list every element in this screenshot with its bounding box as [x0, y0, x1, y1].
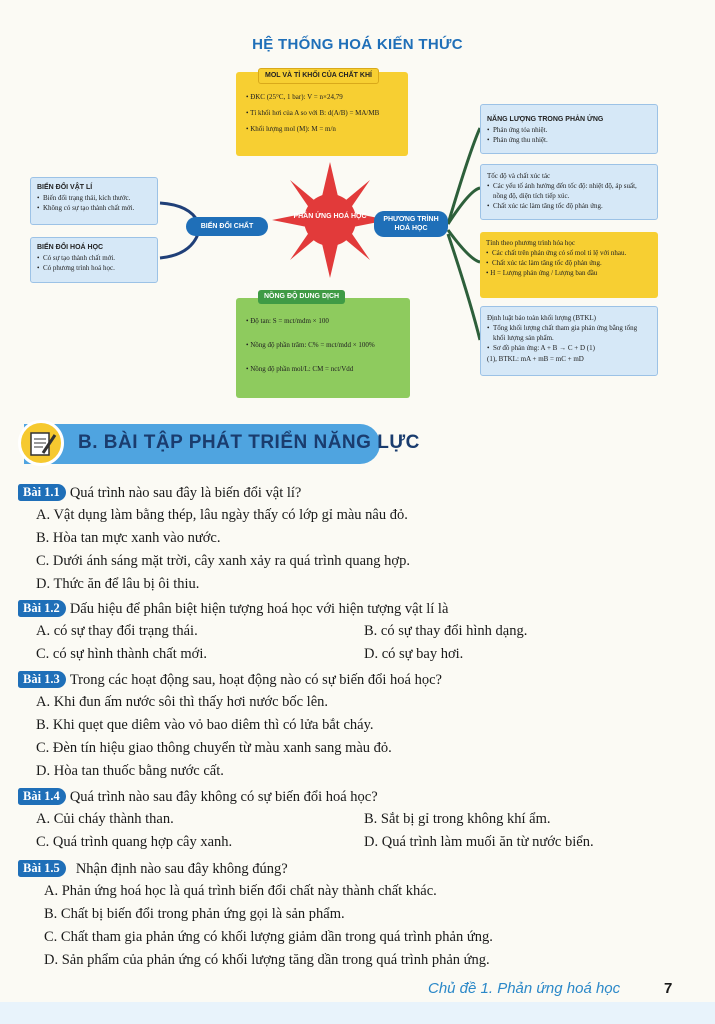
- question-badge: Bài 1.2: [18, 600, 66, 617]
- option: B. Khi quẹt que diêm vào vỏ bao diêm thì có lửa bắt cháy.: [36, 717, 374, 733]
- question-text: Dấu hiệu để phân biệt hiện tượng hoá học với hiện tượng vật lí là: [69, 601, 449, 617]
- option: B. Sắt bị gỉ trong không khí ẩm.: [364, 811, 551, 827]
- option: A. có sự thay đổi trạng thái.: [36, 623, 198, 639]
- question-text: Trong các hoạt động sau, hoạt động nào có sự biến đổi hoá học?: [69, 672, 442, 688]
- question-1-1: [18, 482, 301, 504]
- btkl-item: • Sơ đồ phản ứng: A + B → C + D (1): [487, 343, 651, 353]
- option: B. Chất bị biến đổi trong phản ứng gọi là sản phẩm.: [44, 906, 345, 922]
- left-node: BIẾN ĐỔI CHẤT: [186, 217, 268, 236]
- tinhtheo-box: [480, 232, 658, 298]
- center-label: PHẢN ỨNG HOÁ HỌC: [293, 213, 367, 220]
- nongdo-title: NỒNG ĐỘ DUNG DỊCH: [258, 290, 345, 304]
- question-badge: Bài 1.3: [18, 671, 66, 688]
- section-title: B. BÀI TẬP PHÁT TRIỂN NĂNG LỰC: [78, 432, 420, 453]
- nongdo-line-1: • Độ tan: S = mct/mdm × 100: [246, 317, 329, 325]
- hoahoc-item: • Có sự tạo thành chất mới.: [37, 253, 151, 263]
- question-text: Quá trình nào sau đây là biến đổi vật lí?: [69, 485, 302, 501]
- hoahoc-box: [30, 237, 158, 283]
- vatli-title: BIẾN ĐỔI VẬT LÍ: [37, 184, 93, 191]
- btkl-box: [480, 306, 658, 376]
- question-1-3: [18, 669, 442, 691]
- option: A. Củi cháy thành than.: [36, 811, 174, 827]
- tinhtheo-item: • Các chất trên phản ứng có số mol tỉ lệ với nhau.: [486, 248, 652, 258]
- mol-line-2: • Tỉ khối hơi của A so với B: d(A/B) = MA/MB: [246, 109, 380, 118]
- nangluong-item: • Phản ứng tỏa nhiệt.: [487, 125, 651, 135]
- option: C. Đèn tín hiệu giao thông chuyển từ màu xanh sang màu đỏ.: [36, 740, 392, 756]
- btkl-title: Định luật bảo toàn khối lượng (BTKL): [487, 314, 596, 322]
- nangluong-box: [480, 104, 658, 154]
- nongdo-box: [236, 293, 410, 398]
- mol-line-3: • Khối lượng mol (M): M = m/n: [246, 125, 336, 134]
- question-badge: Bài 1.4: [18, 788, 66, 805]
- option: C. có sự hình thành chất mới.: [36, 646, 207, 662]
- tinhtheo-title: Tính theo phương trình hóa học: [486, 239, 575, 247]
- question-1-4: [18, 786, 378, 808]
- footer-chapter: Chủ đề 1. Phản ứng hoá học: [428, 980, 621, 997]
- vatli-item: • Không có sự tạo thành chất mới.: [37, 203, 151, 213]
- tocdo-item: • Các yếu tố ảnh hưởng đến tốc độ: nhiệt độ, áp suất, nồng độ, diện tích tiếp xúc.: [487, 181, 651, 201]
- option: A. Vật dụng làm bằng thép, lâu ngày thấy có lớp gỉ màu nâu đỏ.: [36, 507, 408, 523]
- question-1-2: [18, 598, 448, 620]
- page-title: HỆ THỐNG HOÁ KIẾN THỨC: [252, 36, 463, 53]
- vatli-item: • Biến đổi trạng thái, kích thước.: [37, 193, 151, 203]
- question-text: Nhận định nào sau đây không đúng?: [75, 861, 288, 877]
- hoahoc-title: BIẾN ĐỔI HOÁ HỌC: [37, 244, 104, 251]
- question-text: Quá trình nào sau đây không có sự biến đổi hoá học?: [69, 789, 378, 805]
- nongdo-line-2: • Nồng độ phần trăm: C% = mct/mdd × 100%: [246, 341, 375, 350]
- question-badge: Bài 1.5: [18, 860, 66, 877]
- nangluong-title: NĂNG LƯỢNG TRONG PHẢN ỨNG: [487, 116, 604, 123]
- tocdo-item: • Chất xúc tác làm tăng tốc độ phản ứng.: [487, 201, 651, 211]
- nongdo-line-3: • Nồng độ phần mol/L: CM = nct/Vdd: [246, 365, 354, 374]
- nangluong-item: • Phản ứng thu nhiệt.: [487, 135, 651, 145]
- option: C. Chất tham gia phản ứng có khối lượng giảm dần trong quá trình phản ứng.: [44, 929, 493, 945]
- mol-line-1: • ĐKC (25°C, 1 bar): V = n×24,79: [246, 93, 343, 101]
- option: D. Thức ăn để lâu bị ôi thiu.: [36, 576, 200, 592]
- tinhtheo-formula: • H = Lượng phản ứng / Lượng ban đầu: [486, 269, 598, 278]
- btkl-item: • Tổng khối lượng chất tham gia phản ứng bằng tổng khối lượng sản phẩm.: [487, 323, 651, 343]
- option: B. Hòa tan mực xanh vào nước.: [36, 530, 221, 546]
- option: C. Dưới ánh sáng mặt trời, cây xanh xảy ra quá trình quang hợp.: [36, 553, 410, 569]
- question-badge: Bài 1.1: [18, 484, 66, 501]
- option: A. Phản ứng hoá học là quá trình biến đổi chất này thành chất khác.: [44, 883, 437, 899]
- btkl-formula: (1), BTKL: mA + mB = mC + mD: [487, 354, 584, 363]
- mol-box: [236, 72, 408, 156]
- notebook-pencil-icon: [18, 420, 64, 466]
- mol-box-title: MOL VÀ TỈ KHỐI CỦA CHẤT KHÍ: [258, 68, 379, 84]
- option: B. có sự thay đổi hình dạng.: [364, 623, 528, 639]
- option: D. Sản phẩm của phản ứng có khối lượng tăng dần trong quá trình phản ứng.: [44, 952, 490, 968]
- option: A. Khi đun ấm nước sôi thì thấy hơi nước bốc lên.: [36, 694, 329, 710]
- footer-band: [0, 1002, 715, 1024]
- tinhtheo-item: • Chất xúc tác làm tăng tốc độ phản ứng.: [486, 258, 652, 268]
- tocdo-box: [480, 164, 658, 220]
- option: D. Hòa tan thuốc bằng nước cất.: [36, 763, 224, 779]
- page-number: 7: [664, 980, 673, 997]
- tocdo-title: Tốc độ và chất xúc tác: [487, 172, 551, 180]
- question-1-5: [18, 858, 288, 880]
- option: D. có sự bay hơi.: [364, 646, 464, 662]
- vatli-box: [30, 177, 158, 225]
- hoahoc-item: • Có phương trình hoá học.: [37, 263, 151, 273]
- option: C. Quá trình quang hợp cây xanh.: [36, 834, 233, 850]
- option: D. Quá trình làm muối ăn từ nước biển.: [364, 834, 594, 850]
- right-node: PHƯƠNG TRÌNH HOÁ HỌC: [374, 211, 448, 237]
